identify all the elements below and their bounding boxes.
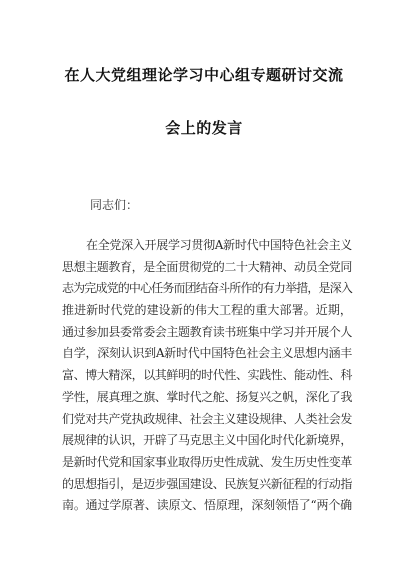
- body-line: 志为完成党的中心任务而团结奋斗所作的有力举措，是深入: [62, 281, 352, 296]
- document-title-line-2: 会上的发言: [165, 119, 243, 137]
- body-line: 思想主题教育，是全面贯彻党的二十大精神、动员全党同: [62, 259, 352, 274]
- document-title-line-1: 在人大党组理论学习中心组专题研讨交流: [64, 66, 344, 84]
- body-line: 通过参加县委常委会主题教育读书班集中学习并开展个人: [62, 324, 352, 339]
- body-line: 学性，展真理之旗、掌时代之舵、扬复兴之帆，深化了我: [62, 389, 352, 404]
- body-line: 展规律的认识，开辟了马克思主义中国化时代化新境界，: [62, 433, 352, 448]
- body-line: 推进新时代党的建设新的伟大工程的重大部署。近期，: [62, 303, 352, 318]
- body-line: 富、博大精深，以其鲜明的时代性、实践性、能动性、科: [62, 368, 352, 383]
- body-line: 在全党深入开展学习贯彻A新时代中国特色社会主义: [86, 238, 352, 252]
- body-line: 们党对共产党执政规律、社会主义建设规律、人类社会发: [62, 411, 352, 426]
- body-paragraph: [62, 235, 352, 517]
- body-line: 的思想指引，是迈步强国建设、民族复兴新征程的行动指: [62, 476, 352, 491]
- salutation: 同志们：: [90, 198, 139, 212]
- body-line: 自学，深刻认识到A新时代中国特色社会主义思想内涵丰: [62, 346, 352, 361]
- body-line: 是新时代党和国家事业取得历史性成就、发生历史性变革: [62, 454, 352, 469]
- body-line: 南。通过学原著、读原文、悟原理，深刻领悟了“两个确: [62, 498, 352, 513]
